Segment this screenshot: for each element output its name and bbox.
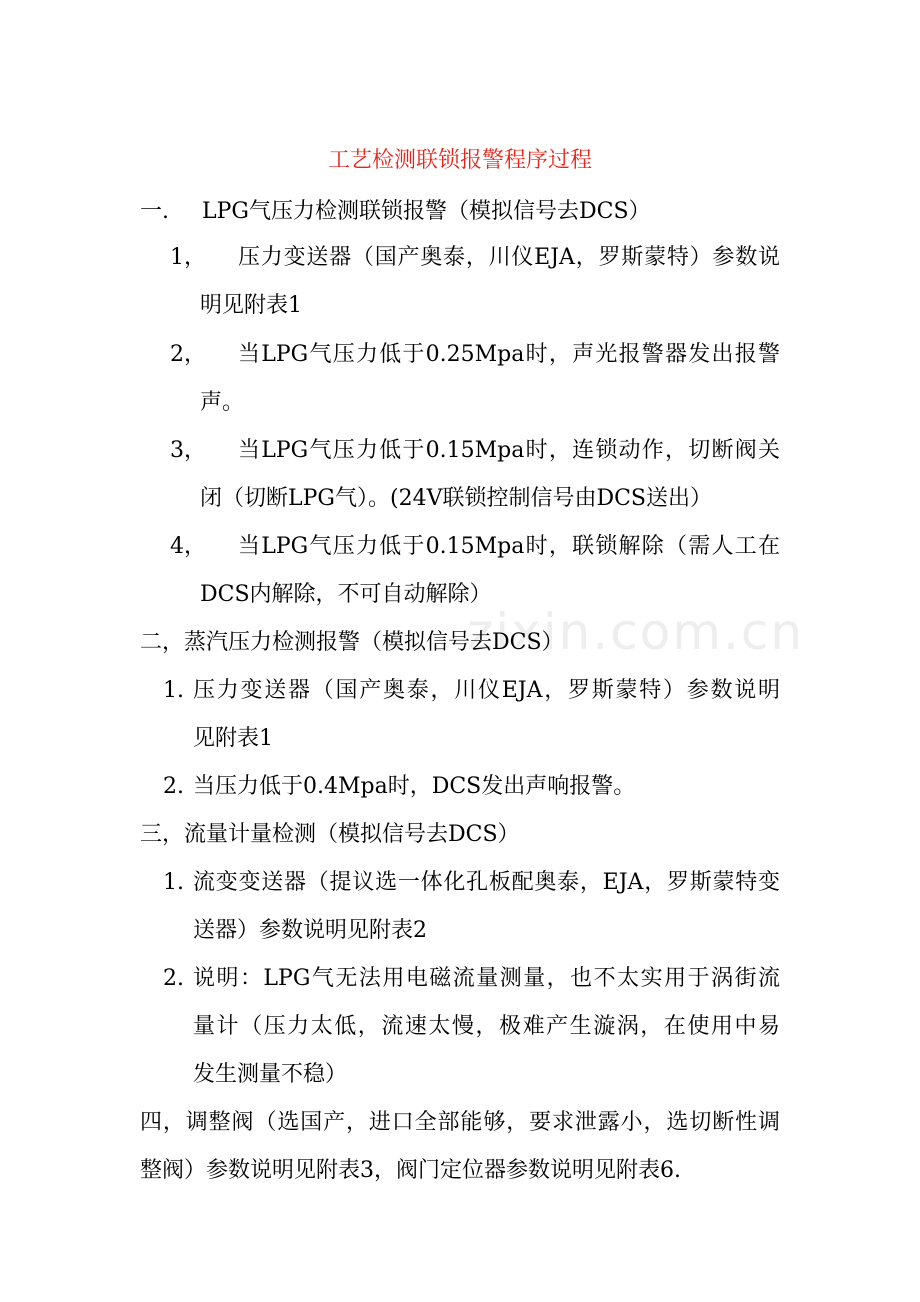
s2-item-1-number: 1. [163,678,184,703]
s1-item-4-line-1: 当LPG气压力低于0.15Mpa时，联锁解除（需人工在 [238,534,780,559]
s3-item-2-line-2: 量计（压力太低，流速太慢，极难产生漩涡，在使用中易 [193,1014,780,1039]
section-2-heading: 二，蒸汽压力检测报警（模拟信号去DCS） [140,630,564,655]
s2-item-2-line-1: 当压力低于0.4Mpa时，DCS发出声响报警。 [193,774,636,799]
s1-item-1-line-2: 明见附表1 [200,293,302,318]
s2-item-1-line-1: 压力变送器（国产奥泰，川仪EJA，罗斯蒙特）参数说明 [193,678,780,703]
s3-item-2-line-1: 说明：LPG气无法用电磁流量测量，也不太实用于涡街流 [193,966,780,991]
section-4-line-1: 四，调整阀（选国产，进口全部能够，要求泄露小，选切断性调 [140,1110,780,1135]
section-1-number: 一. [140,199,169,224]
watermark: zixin.com.cn [467,603,805,661]
s1-item-2-line-1: 当LPG气压力低于0.25Mpa时，声光报警器发出报警 [238,342,780,367]
s3-item-1-number: 1. [163,870,184,895]
s1-item-2-line-2: 声。 [200,390,245,415]
s1-item-4-line-2: DCS内解除，不可自动解除） [200,582,492,607]
s3-item-1-line-2: 送器）参数说明见附表2 [193,918,427,943]
section-4-line-2: 整阀）参数说明见附表3，阀门定位器参数说明见附表6. [140,1158,681,1183]
s1-item-3-line-1: 当LPG气压力低于0.15Mpa时，连锁动作，切断阀关 [238,438,780,463]
s3-item-1-line-1: 流变变送器（提议选一体化孔板配奥泰，EJA，罗斯蒙特变 [193,870,780,895]
s2-item-2-number: 2. [163,774,184,799]
s1-item-4-number: 4， [170,534,206,559]
section-3-heading: 三，流量计量检测（模拟信号去DCS） [140,822,520,847]
s1-item-2-number: 2， [170,342,206,367]
s1-item-3-line-2: 闭（切断LPG气）。(24V联锁控制信号由DCS送出） [200,486,712,511]
s1-item-1-line-1: 压力变送器（国产奥泰，川仪EJA，罗斯蒙特）参数说 [238,245,780,270]
s1-item-3-number: 3， [170,438,206,463]
s3-item-2-line-3: 发生测量不稳） [193,1062,348,1087]
s1-item-1-number: 1， [170,245,206,270]
document-title: 工艺检测联锁报警程序过程 [327,148,592,173]
section-1-heading: LPG气压力检测联锁报警（模拟信号去DCS） [202,199,651,224]
s3-item-2-number: 2. [163,966,184,991]
s2-item-1-line-2: 见附表1 [193,726,273,751]
